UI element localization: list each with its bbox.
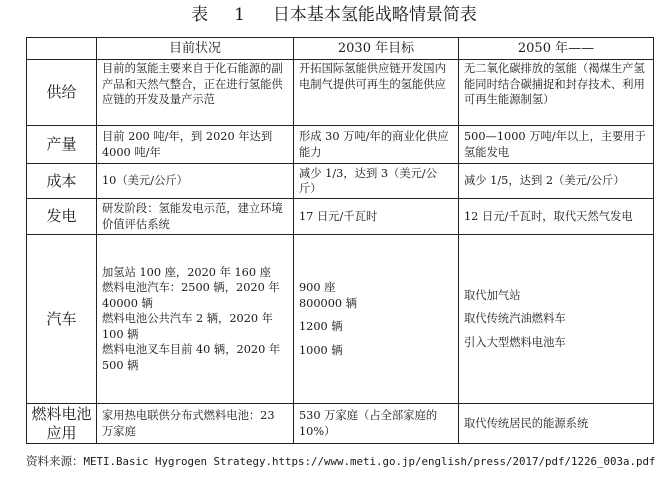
header-2050: 2050 年—— [459,38,654,60]
cell-current: 目前的氢能主要来自于化石能源的副产品和天然气整合，正在进行氢能供应链的开发及量产示范 [97,60,294,126]
row-label: 发电 [27,199,97,235]
cell-2050 [459,235,654,404]
cell-line: 取代加气站 [464,288,521,302]
cell-2030: 开拓国际氢能供应链开发国内电制气提供可再生的氢能供应 [294,60,459,126]
table-row [27,164,654,199]
cell-line: 1200 辆 [299,320,343,333]
title-number: 1 [234,5,245,25]
cell-2050: 取代传统居民的能源系统 [459,404,654,444]
cell-current: 家用热电联供分布式燃料电池：23 万家庭 [97,404,294,444]
cell-line: 燃料电池公共汽车 2 辆，2020 年 100 辆 [102,312,273,341]
source-url: METI.Basic Hygrogen Strategy.https://www.meti.go.jp/english/press/2017/pdf/1226_003a.pdf [83,455,656,468]
table-row [27,404,654,444]
cell-2030 [294,235,459,404]
cell-2030: 形成 30 万吨/年的商业化供应能力 [294,126,459,164]
header-row [27,38,654,60]
hydrogen-strategy-table [26,37,654,444]
title-prefix: 表 [191,5,209,25]
header-2030: 2030 年目标 [294,38,459,60]
cell-line: 燃料电池汽车：2500 辆，2020 年 40000 辆 [102,281,280,310]
cell-line: 取代传统汽油燃料车 [464,312,566,326]
cell-current: 10（美元/公斤） [97,164,294,199]
header-current: 目前状况 [97,38,294,60]
cell-current: 目前 200 吨/年，到 2020 年达到 4000 吨/年 [97,126,294,164]
row-label: 汽车 [27,235,97,404]
cell-line: 900 座 [299,281,336,294]
row-label: 供给 [27,60,97,126]
cell-2050: 500—1000 万吨/年以上，主要用于氢能发电 [459,126,654,164]
cell-current: 研发阶段：氢能发电示范，建立环境价值评估系统 [97,199,294,235]
table-row [27,126,654,164]
row-label: 产量 [27,126,97,164]
cell-line: 800000 辆 [299,296,358,310]
cell-2050: 无二氧化碳排放的氢能（褐煤生产氢能同时结合碳捕捉和封存技术、利用可再生能源制氢） [459,60,654,126]
row-label: 成本 [27,164,97,199]
table-row [27,235,654,404]
cell-2030: 减少 1/3，达到 3（美元/公斤） [294,164,459,199]
cell-line: 燃料电池叉车目前 40 辆，2020 年 500 辆 [102,343,281,372]
cell-line: 引入大型燃料电池车 [464,335,566,349]
cell-2030: 17 日元/千瓦时 [294,199,459,235]
title-text: 日本基本氢能战略情景简表 [272,5,477,25]
cell-line: 加氢站 100 座，2020 年 160 座 [102,265,271,279]
source-note [26,453,656,469]
table-row [27,60,654,126]
header-corner [27,38,97,60]
table-title [0,2,668,28]
cell-line: 1000 辆 [299,343,343,357]
table-row [27,199,654,235]
cell-current [97,235,294,404]
cell-2050: 减少 1/5，达到 2（美元/公斤） [459,164,654,199]
row-label: 燃料电池应用 [27,404,97,444]
cell-2050: 12 日元/千瓦时，取代天然气发电 [459,199,654,235]
cell-2030: 530 万家庭（占全部家庭的 10%） [294,404,459,444]
source-label: 资料来源： [26,454,84,468]
